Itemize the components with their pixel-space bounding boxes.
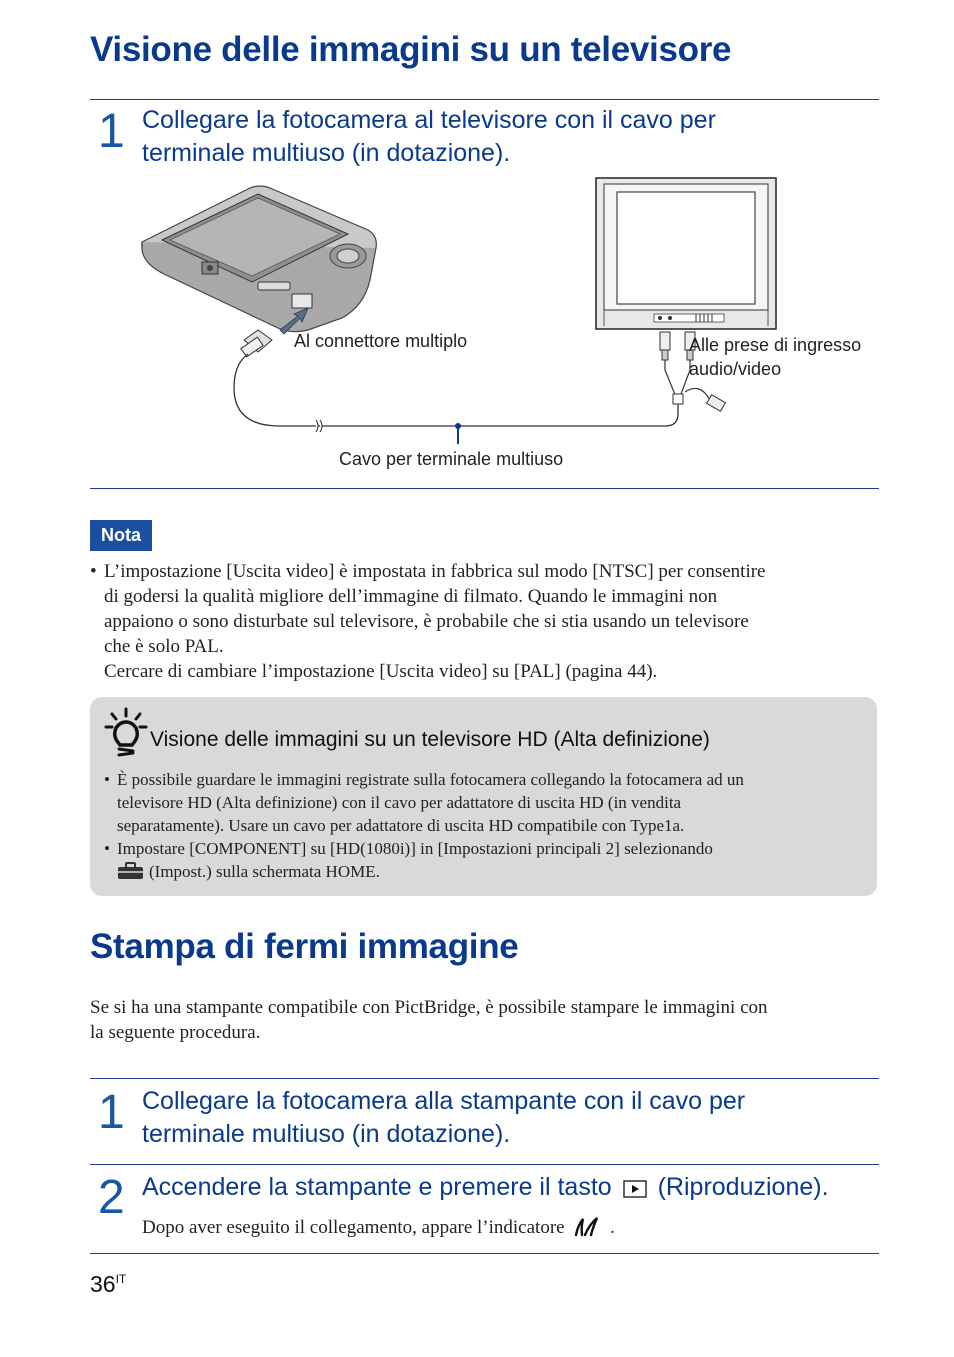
step-text bbox=[142, 1085, 745, 1151]
bullet-marker: • bbox=[104, 770, 110, 789]
step-divider bbox=[90, 99, 879, 100]
section-title-tv: Visione delle immagini su un televisore bbox=[90, 30, 732, 69]
section-title-print: Stampa di fermi immagine bbox=[90, 927, 519, 966]
figure-label-line: audio/video bbox=[689, 359, 782, 379]
note-text bbox=[90, 559, 880, 684]
bullet-marker: • bbox=[104, 839, 110, 858]
section-divider bbox=[90, 488, 879, 489]
tip-line: Impostare [COMPONENT] su [HD(1080i)] in [Impostazioni principali 2] selezionando bbox=[117, 839, 713, 858]
figure-label-line: Alle prese di ingresso bbox=[689, 335, 862, 355]
tv-illustration bbox=[596, 178, 776, 329]
intro-line: la seguente procedura. bbox=[90, 1022, 261, 1043]
tip-line bbox=[117, 860, 874, 883]
tip-title: Visione delle immagini su un televisore HD (Alta definizione) bbox=[150, 728, 710, 751]
camera-tv-connection-figure bbox=[130, 170, 890, 480]
step-text-part: Accendere la stampante e premere il tasto bbox=[142, 1173, 612, 1201]
step-text-part: (Riproduzione). bbox=[657, 1173, 829, 1201]
note-line: L’impostazione [Uscita video] è impostata in fabbrica sul modo [NTSC] per consentire bbox=[104, 561, 766, 582]
step-divider bbox=[90, 1164, 879, 1165]
multi-use-cable bbox=[234, 354, 678, 426]
camera-illustration bbox=[142, 186, 377, 334]
step-text bbox=[142, 104, 716, 170]
tip-line: televisore HD (Alta definizione) con il cavo per adattatore di uscita HD (in vendita bbox=[117, 793, 682, 812]
multi-connector-plug bbox=[241, 330, 272, 357]
page-number bbox=[90, 1271, 126, 1298]
step-detail-text: Dopo aver eseguito il collegamento, appare l’indicatore bbox=[142, 1217, 565, 1238]
step-text-line: Collegare la fotocamera alla stampante con il cavo per bbox=[142, 1087, 746, 1115]
lightbulb-hint-icon bbox=[104, 707, 148, 761]
step-text-line: terminale multiuso (in dotazione). bbox=[142, 1120, 511, 1148]
figure-label-jacks bbox=[689, 333, 861, 381]
step-number: 1 bbox=[98, 1086, 125, 1139]
figure-label-connector: Al connettore multiplo bbox=[294, 331, 468, 351]
page-number-value: 36 bbox=[90, 1271, 116, 1297]
step-number: 1 bbox=[98, 105, 125, 158]
step-text bbox=[142, 1171, 829, 1204]
note-line: che è solo PAL. bbox=[104, 636, 224, 657]
tip-line: separatamente). Usare un cavo per adattatore di uscita HD compatibile con Type1a. bbox=[117, 816, 685, 835]
figure-label-cable: Cavo per terminale multiuso bbox=[339, 449, 564, 469]
section-divider bbox=[90, 1253, 879, 1254]
note-line: appaiono o sono disturbate sul televisore, è probabile che si stia usando un televisore bbox=[104, 611, 749, 632]
tip-line: È possibile guardare le immagini registrate sulla fotocamera collegando la fotocamera ad un bbox=[117, 770, 744, 789]
step-number: 2 bbox=[98, 1171, 125, 1224]
tip-body bbox=[104, 768, 874, 883]
tip-box bbox=[90, 697, 877, 896]
print-intro bbox=[90, 995, 880, 1045]
step-text-line: terminale multiuso (in dotazione). bbox=[142, 139, 511, 167]
playback-button-icon bbox=[623, 1180, 647, 1198]
intro-line: Se si ha una stampante compatibile con PictBridge, è possibile stampare le immagini con bbox=[90, 997, 768, 1018]
step-detail bbox=[142, 1215, 615, 1240]
step-divider bbox=[90, 1078, 879, 1079]
step-text-line: Collegare la fotocamera al televisore con il cavo per bbox=[142, 106, 716, 134]
page-lang: IT bbox=[115, 1272, 127, 1286]
note-badge: Nota bbox=[90, 520, 152, 551]
toolbox-settings-icon bbox=[117, 862, 144, 880]
note-line: Cercare di cambiare l’impostazione [Uscita video] su [PAL] (pagina 44). bbox=[104, 661, 658, 682]
tip-line-text: (Impost.) sulla schermata HOME. bbox=[149, 862, 380, 881]
bullet-marker: • bbox=[90, 561, 97, 582]
pictbridge-connection-icon bbox=[573, 1215, 601, 1239]
note-line: di godersi la qualità migliore dell’immagine di filmato. Quando le immagini non bbox=[104, 586, 718, 607]
step-detail-text: . bbox=[610, 1217, 615, 1238]
